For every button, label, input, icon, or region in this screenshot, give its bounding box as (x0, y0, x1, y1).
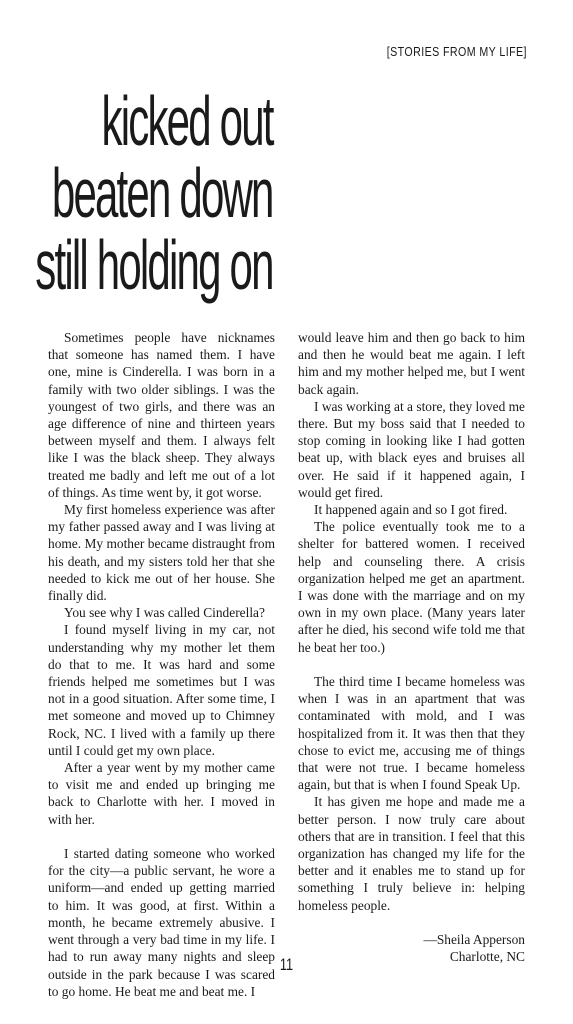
story-title (0, 82, 273, 304)
author-name: —Sheila Apperson (423, 931, 525, 947)
paragraph: The police eventually took me to a shelter for battered women. I received help and counseling there. A crisis organization helped me get an apartment. I was done with the marriage and on my own in my own place. (Many years later after he died, his second wife told me that he beat her too.) (298, 519, 525, 655)
paragraph: I was working at a store, they loved me there. But my boss said that I needed to stop coming in looking like I had gotten beat up, with black eyes and bruises all over. He said if it happened again, I would get fired. (298, 398, 525, 500)
paragraph: My first homeless experience was after my father passed away and I was living at home. My mother became distraught from his death, and my sisters told her that she needed to kick me out of her house. She finally did. (48, 502, 275, 604)
section-label: [STORIES FROM MY LIFE] (386, 44, 527, 59)
left-text-column (48, 329, 275, 1000)
paragraph: would leave him and then go back to him and then he would beat me again. I left him and my mother helped me, but I went back again. (298, 330, 525, 397)
author-location: Charlotte, NC (449, 949, 525, 965)
paragraph: After a year went by my mother came to visit me and ended up bringing me back to Charlotte with her. I moved in with her. (48, 760, 275, 827)
title-line: still holding on (35, 226, 273, 304)
page-number: 11 (279, 955, 294, 974)
paragraph: It happened again and so I got fired. (314, 502, 508, 518)
title-line: kicked out (101, 82, 273, 160)
paragraph: Sometimes people have nicknames that someone has named them. I have one, mine is Cinderella. I was born in a family with two older siblings. I was the youngest of two girls, and there was an age difference of nine and thirteen years between myself and them. I always felt like I was the black sheep. They always treated me badly and left me out of a lot of things. As time went by, it got worse. (48, 330, 275, 500)
paragraph: I found myself living in my car, not understanding why my mother let them do that to me. It was hard and some friends helped me sometimes but I was not in a good situation. After some time, I met someone and moved up to Chimney Rock, NC. I lived with a family up there until I could get my own place. (48, 622, 275, 758)
right-text-column (298, 329, 525, 965)
title-line: beaten down (52, 154, 273, 232)
paragraph: I started dating someone who worked for the city—a public servant, he wore a uniform—and ended up getting married to him. It was good, at first. Within a month, he became extremely abusive. I went through a very bad time in my life. I had to run away many nights and sleep outside in the park because I was scared to go home. He beat me and beat me. I (48, 846, 275, 999)
paragraph: You see why I was called Cinderella? (64, 605, 265, 621)
paragraph: It has given me hope and made me a better person. I now truly care about others that are in transition. I feel that this organization has changed my life for the better and it enables me to stand up for something I truly believe in: helping homeless people. (298, 794, 525, 913)
paragraph: The third time I became homeless was when I was in an apartment that was contaminated with mold, and I was hospitalized from it. It was then that they chose to evict me, accusing me of things that were not true. I became homeless again, but that is when I found Speak Up. (298, 674, 525, 793)
